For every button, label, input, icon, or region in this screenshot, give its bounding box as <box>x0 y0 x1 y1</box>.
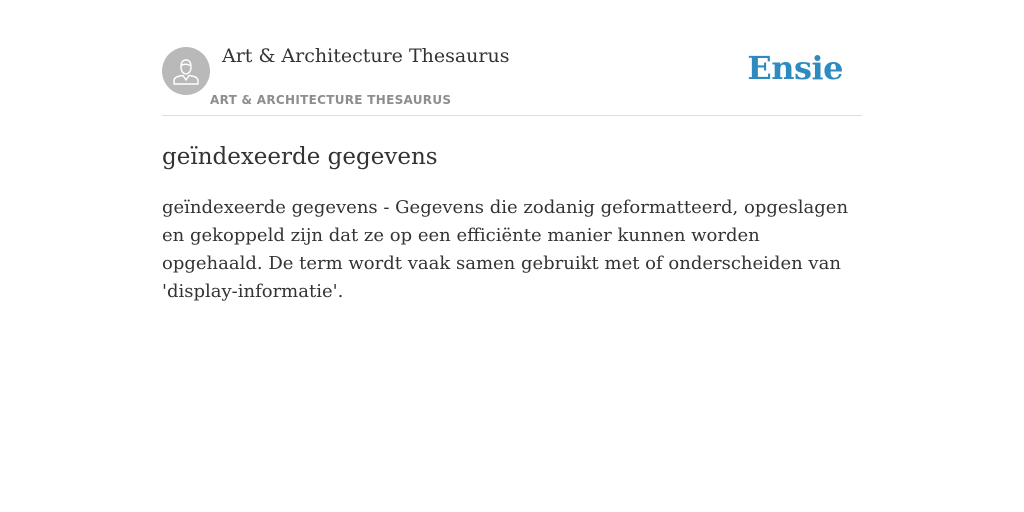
author-name[interactable]: Art & Architecture Thesaurus <box>222 45 510 67</box>
entry-definition: geïndexeerde gegevens - Gegevens die zodanig geformatteerd, opgeslagen en gekoppeld zijn dat ze op een efficiënte manier kunnen worden opgehaald. De term wordt vaak samen gebruikt met of onderscheiden van 'display-informatie'. <box>162 197 849 302</box>
entry-title: geïndexeerde gegevens <box>162 144 438 170</box>
ensie-logo[interactable]: Ensie <box>747 49 843 87</box>
user-silhouette-icon <box>171 56 201 86</box>
page-container <box>162 0 862 306</box>
avatar[interactable] <box>162 47 210 95</box>
source-label[interactable]: ART & ARCHITECTURE THESAURUS <box>210 93 452 107</box>
entry-header <box>162 0 862 116</box>
